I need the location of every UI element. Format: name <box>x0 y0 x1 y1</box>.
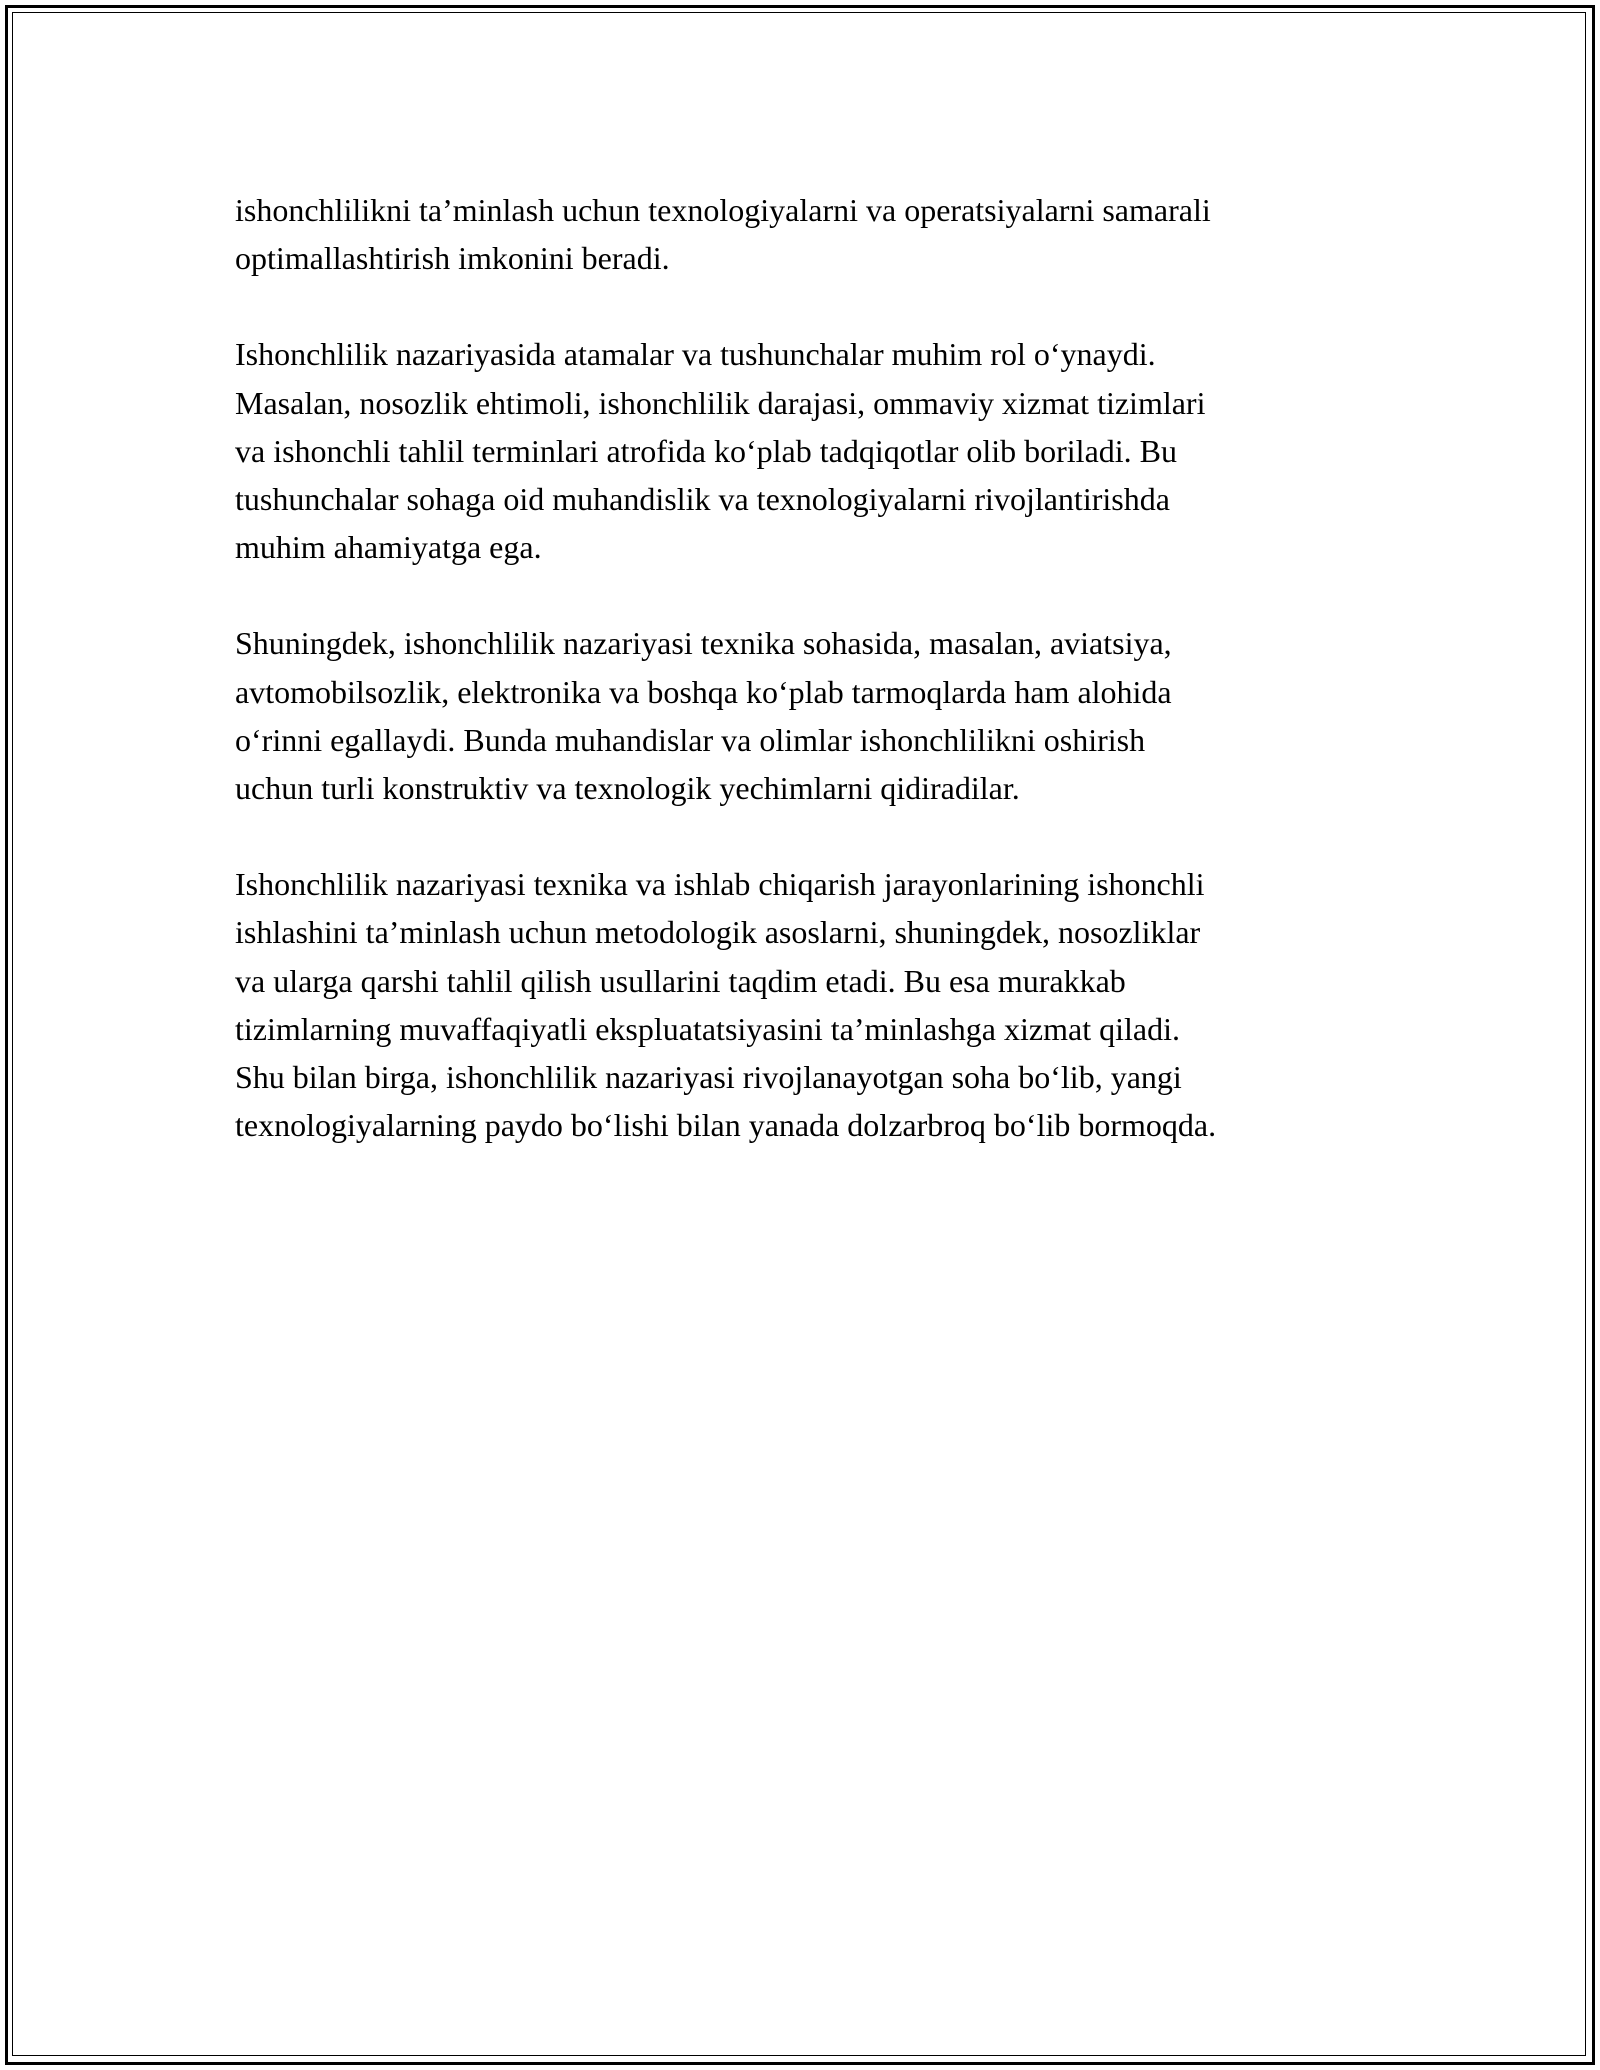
paragraph-1: ishonchlilikni ta’minlash uchun texnologiyalarni va operatsiyalarni samarali optimallashtirish imkonini beradi. <box>235 192 1211 277</box>
paragraph-2: Ishonchlilik nazariyasida atamalar va tushunchalar muhim rol o‘ynaydi. Masalan, nosozlik ehtimoli, ishonchlilik darajasi, ommaviy xizmat tizimlari va ishonchli tahlil terminlari atrofida ko‘plab tadqiqotlar olib boriladi. Bu tushunchalar sohaga oid muhandislik va texnologiyalarni rivojlantirishda muhim ahamiyatga ega. <box>235 336 1206 566</box>
paragraph-3: Shuningdek, ishonchlilik nazariyasi texnika sohasida, masalan, aviatsiya, avtomobilsozlik, elektronika va boshqa ko‘plab tarmoqlarda ham alohida o‘rinni egallaydi. Bunda muhandislar va olimlar ishonchlilikni oshirish uchun turli konstruktiv va texnologik yechimlarni qidiradilar. <box>235 625 1172 807</box>
paragraph-4: Ishonchlilik nazariyasi texnika va ishlab chiqarish jarayonlarining ishonchli ishlashini ta’minlash uchun metodologik asoslarni, shuningdek, nosozliklar va ularga qarshi tahlil qilish usullarini taqdim etadi. Bu esa murakkab tizimlarning muvaffaqiyatli ekspluatatsiyasini ta’minlashga xizmat qiladi. Shu bilan birga, ishonchlilik nazariyasi rivojlanayotgan soha bo‘lib, yangi texnologiyalarning paydo bo‘lishi bilan yanada dolzarbroq bo‘lib bormoqda. <box>235 866 1217 1144</box>
document-body <box>235 186 1370 1197</box>
